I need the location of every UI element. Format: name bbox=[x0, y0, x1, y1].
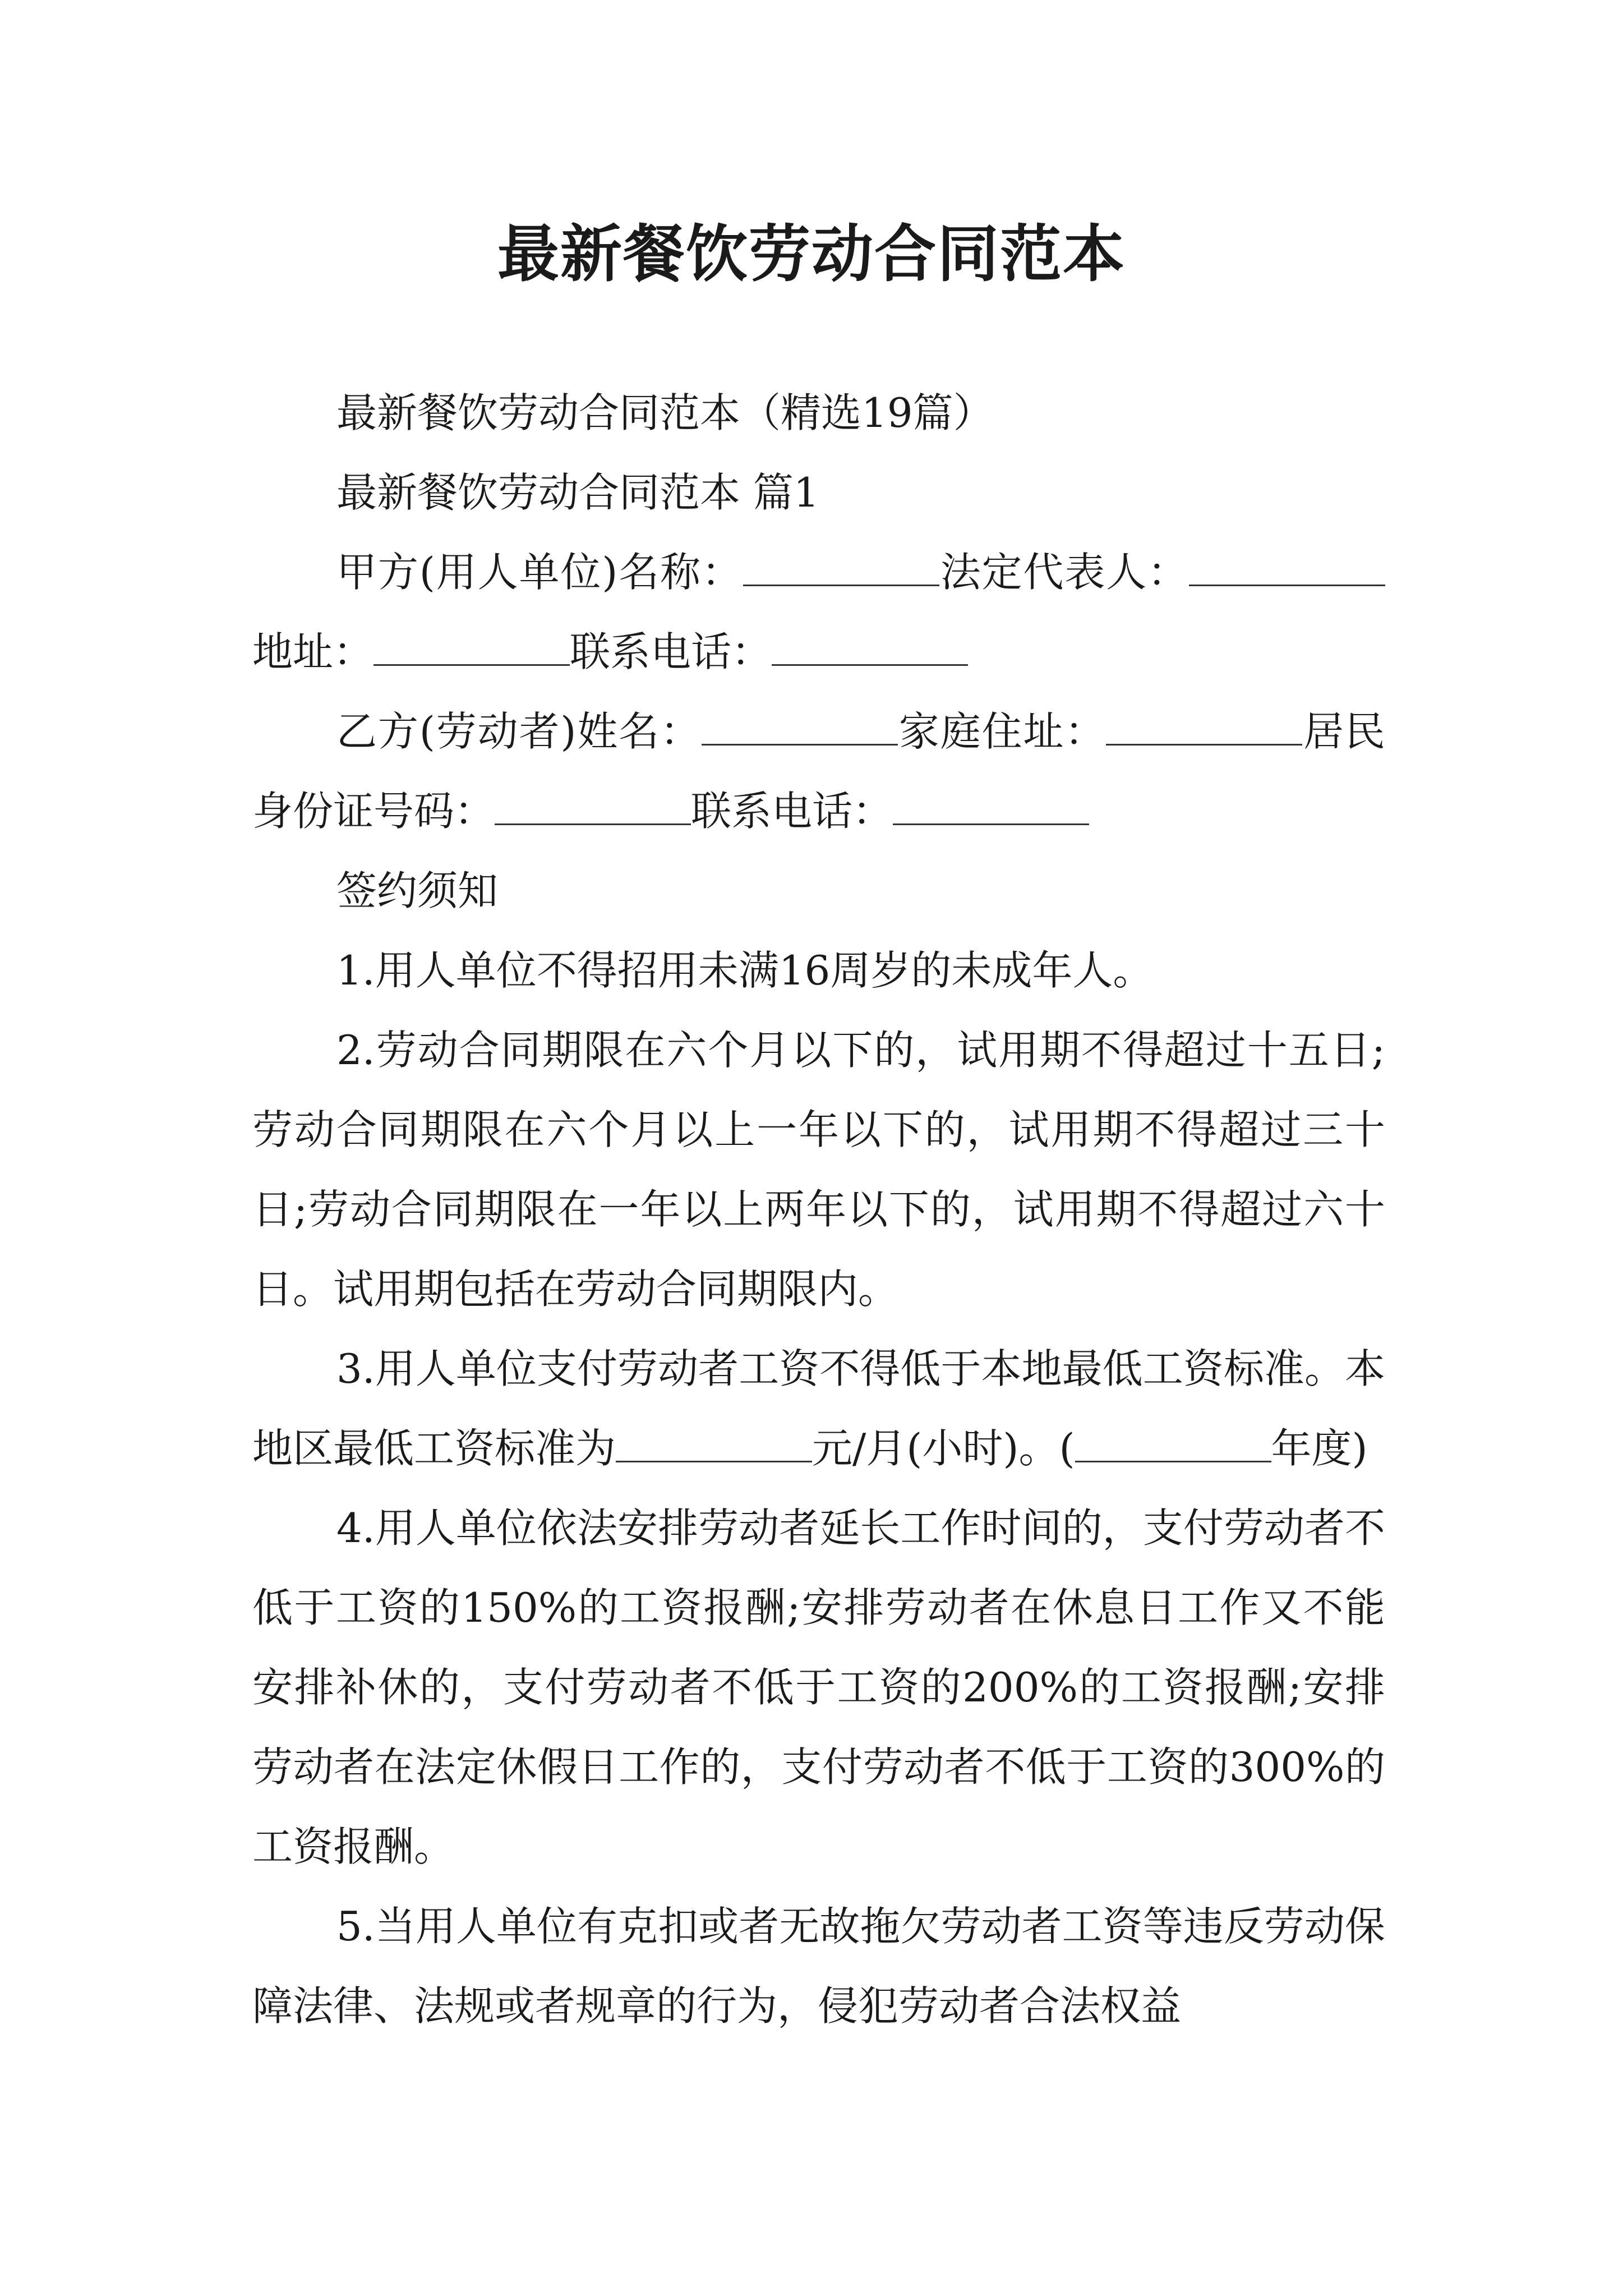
party-a-name-label: 甲方(用人单位)名称： bbox=[336, 549, 743, 596]
party-b-info bbox=[252, 692, 1385, 851]
party-b-home-blank[interactable] bbox=[1106, 710, 1302, 746]
party-b-name-label: 乙方(劳动者)姓名： bbox=[336, 708, 702, 755]
notice-item-5: 5.当用人单位有克扣或者无故拖欠劳动者工资等违反劳动保障法律、法规或者规章的行为，侵犯劳动者合法权益 bbox=[252, 1903, 1385, 2030]
party-b-phone-label: 联系电话： bbox=[691, 788, 893, 835]
notice-item-3-text-c: 年度) bbox=[1271, 1425, 1368, 1472]
party-b-phone-blank[interactable] bbox=[893, 790, 1089, 825]
document-body bbox=[252, 373, 1385, 2046]
party-a-phone-blank[interactable] bbox=[772, 631, 968, 666]
min-wage-blank[interactable] bbox=[616, 1427, 812, 1462]
subtitle: 最新餐饮劳动合同范本（精选19篇） bbox=[336, 389, 994, 436]
notice-heading: 签约须知 bbox=[336, 867, 499, 914]
party-a-address-blank[interactable] bbox=[374, 631, 570, 666]
party-a-info bbox=[252, 532, 1385, 692]
notice-item-3 bbox=[252, 1329, 1385, 1488]
notice-item-4: 4.用人单位依法安排劳动者延长工作时间的，支付劳动者不低于工资的150%的工资报酬;安排劳动者在休息日工作又不能安排补休的，支付劳动者不低于工资的200%的工资报酬;安排劳动者在法定休假日工作的，支付劳动者不低于工资的300%的工资报酬。 bbox=[252, 1504, 1385, 1870]
party-b-id-blank[interactable] bbox=[495, 790, 691, 825]
notice-item-3-text-b: 元/月(小时)。( bbox=[812, 1425, 1075, 1472]
year-blank[interactable] bbox=[1075, 1427, 1271, 1462]
notice-item-3-text-a: 3.用人单位支付劳动者工资不得低于本地最低工资标准。本地区最低工资标准为 bbox=[252, 1345, 1385, 1472]
party-a-address-label: 地址： bbox=[252, 628, 374, 675]
party-b-name-blank[interactable] bbox=[702, 710, 898, 746]
party-a-phone-label: 联系电话： bbox=[570, 628, 772, 675]
notice-item-1: 1.用人单位不得招用未满16周岁的未成年人。 bbox=[336, 947, 1154, 994]
document-title: 最新餐饮劳动合同范本 bbox=[497, 218, 1126, 290]
party-a-name-blank[interactable] bbox=[743, 551, 939, 586]
party-a-rep-label: 法定代表人： bbox=[939, 549, 1189, 596]
party-b-id-label: 居民身份证号码： bbox=[252, 708, 1385, 835]
section-heading: 最新餐饮劳动合同范本 篇1 bbox=[336, 469, 819, 516]
party-b-home-label: 家庭住址： bbox=[897, 708, 1106, 755]
party-a-rep-blank[interactable] bbox=[1189, 551, 1385, 586]
notice-item-2: 2.劳动合同期限在六个月以下的，试用期不得超过十五日;劳动合同期限在六个月以上一年以下的，试用期不得超过三十日;劳动合同期限在一年以上两年以下的，试用期不得超过六十日。试用期包括在劳动合同期限内。 bbox=[252, 1027, 1385, 1313]
